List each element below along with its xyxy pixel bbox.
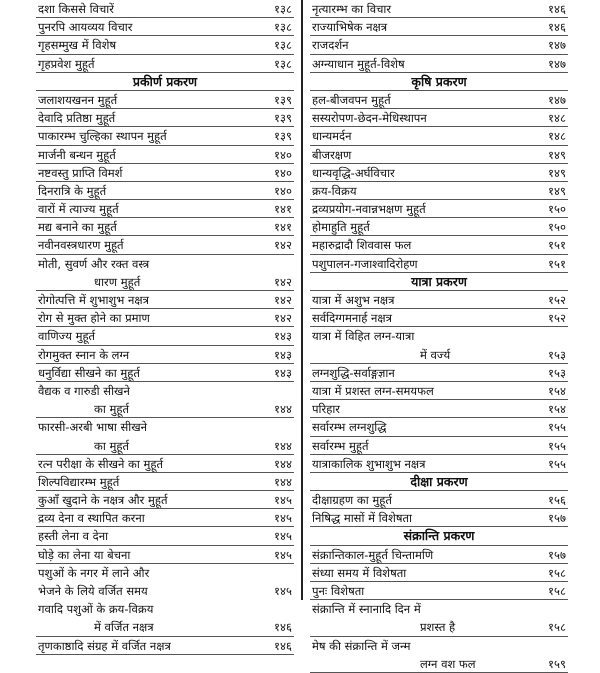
entry-title: राज्याभिषेक नक्षत्र [312, 20, 388, 35]
toc-entry [36, 382, 294, 400]
entry-title: मेष की संक्रान्ति में जन्म [312, 638, 411, 653]
entry-title: होमाहुति मुहूर्त [312, 220, 370, 235]
toc-entry [36, 236, 294, 254]
toc-entry [36, 164, 294, 182]
entry-title: यात्राकालिक शुभाशुभ नक्षत्र [312, 456, 426, 471]
page-number: १५६ [548, 493, 566, 508]
entry-title: परिहार [312, 402, 341, 417]
toc-entry [36, 309, 294, 327]
entry-title: अग्न्याधान मुहूर्त-विशेष [312, 56, 405, 71]
section-heading: यात्रा प्रकरण [310, 273, 568, 291]
toc-entry [36, 473, 294, 491]
page-number: १५० [548, 202, 566, 217]
entry-title: लग्न वश फल [420, 656, 476, 671]
page-number: १४८ [548, 129, 566, 144]
toc-entry [36, 527, 294, 545]
entry-title: रोगमुक्त स्नान के लग्न [38, 347, 130, 362]
toc-right-column [310, 0, 568, 673]
page-number: १३९ [274, 92, 292, 107]
page-number: १५५ [548, 420, 566, 435]
entry-title: मद्य बनाने का मुहूर्त [38, 220, 117, 235]
page-number: १४३ [274, 365, 292, 380]
toc-entry [310, 127, 568, 145]
toc-entry [36, 400, 294, 418]
entry-title: संक्रान्तिकाल-मुहूर्त चिन्तामणि [312, 547, 434, 562]
table-of-contents [36, 0, 568, 671]
toc-entry [36, 637, 294, 655]
entry-title: कुआँ खुदाने के नक्षत्र और मुहूर्त [38, 493, 168, 508]
toc-entry [36, 273, 294, 291]
page-number: १४१ [274, 220, 292, 235]
section-heading: संक्रान्ति प्रकरण [310, 527, 568, 545]
entry-title: गवादि पशुओं के क्रय-विक्रय [38, 602, 154, 617]
page-number: १४६ [274, 638, 292, 653]
toc-entry [310, 146, 568, 164]
entry-title: संध्या समय में विशेषता [312, 565, 407, 580]
page-number: १५८ [548, 565, 566, 580]
toc-entry [310, 291, 568, 309]
entry-title: देवादि प्रतिष्ठा मुहूर्त [38, 111, 116, 126]
page-number: १४५ [274, 547, 292, 562]
toc-entry [310, 218, 568, 236]
entry-title: सस्यरोपण-छेदन-मेधिस्थापन [312, 111, 427, 126]
page-number: १५४ [548, 402, 566, 417]
page-number: १४६ [548, 20, 566, 35]
toc-entry [310, 0, 568, 18]
toc-entry [36, 218, 294, 236]
entry-title: भेजने के लिये वर्जित समय [38, 584, 148, 598]
toc-entry [36, 109, 294, 127]
page-number: १५७ [548, 511, 566, 526]
entry-title: द्रव्य देना व स्थापित करना [38, 511, 145, 526]
toc-entry [36, 564, 294, 582]
toc-entry [310, 309, 568, 327]
entry-title: दिनरात्रि के मुहूर्त [38, 183, 107, 198]
page-number: १५८ [548, 584, 566, 598]
page-number: १४४ [274, 402, 292, 417]
toc-entry [36, 418, 294, 436]
toc-entry [310, 109, 568, 127]
toc-entry [36, 127, 294, 145]
toc-entry [36, 364, 294, 382]
page-number: १५७ [548, 547, 566, 562]
toc-entry [36, 509, 294, 527]
entry-title: सर्वदिग्गमनार्ह नक्षत्र [312, 311, 392, 326]
entry-title: धारण मुहूर्त [94, 274, 141, 289]
entry-title: मार्जनी बन्धन मुहूर्त [38, 147, 116, 162]
page-number: १४५ [274, 584, 292, 598]
toc-entry [36, 255, 294, 273]
page-number: १५१ [548, 256, 566, 271]
entry-title: यात्रा में विहित लग्न-यात्रा [312, 329, 415, 344]
entry-title: संक्रान्ति में स्नानादि दिन में [312, 602, 421, 617]
toc-entry [310, 546, 568, 564]
page-number: १४३ [274, 347, 292, 362]
toc-entry [36, 18, 294, 36]
entry-title: नष्टवस्तु प्राप्ति विमर्श [38, 165, 123, 180]
page-number: १४३ [274, 329, 292, 344]
entry-title: पाकारम्भ चुल्हिका स्थापन मुहूर्त [38, 129, 167, 144]
entry-title: सर्वारम्भ मुहूर्त [312, 438, 369, 453]
toc-entry [310, 655, 568, 673]
entry-title: बीजरक्षण [312, 147, 352, 162]
toc-entry [310, 164, 568, 182]
toc-entry [310, 455, 568, 473]
page-number: १४९ [548, 183, 566, 198]
toc-entry [36, 600, 294, 618]
page-number: १५० [548, 220, 566, 235]
toc-entry [36, 618, 294, 636]
entry-title: यात्रा में प्रशस्त लग्न-समयफल [312, 383, 434, 398]
page-number: १५९ [548, 656, 566, 671]
toc-entry [310, 327, 568, 345]
entry-title: दशा किससे विचारें [38, 2, 114, 16]
toc-entry [310, 236, 568, 254]
toc-entry [310, 364, 568, 382]
entry-title: पशुपालन-गजाश्वादिरोहण [312, 256, 418, 271]
toc-entry [36, 291, 294, 309]
toc-entry [36, 91, 294, 109]
entry-title: दीक्षाग्रहण का मुहूर्त [312, 493, 392, 508]
page-number: १४२ [274, 293, 292, 307]
page-number: १४५ [274, 511, 292, 526]
toc-entry [310, 509, 568, 527]
entry-title: वारों में त्याज्य मुहूर्त [38, 202, 119, 217]
entry-title: में वर्जित नक्षत्र [94, 620, 154, 635]
toc-left-column [36, 0, 294, 655]
page-number: १४७ [548, 38, 566, 53]
toc-entry [36, 182, 294, 200]
page-number: १४७ [548, 56, 566, 71]
page-number: १४० [274, 183, 292, 198]
toc-entry [36, 582, 294, 600]
toc-entry [310, 618, 568, 636]
entry-title: यात्रा में अशुभ नक्षत्र [312, 293, 395, 307]
page-number: १४४ [274, 456, 292, 471]
toc-entry [36, 0, 294, 18]
page-number: १५३ [548, 347, 566, 362]
page-number: १४४ [274, 438, 292, 453]
page-number: १४६ [548, 2, 566, 16]
toc-entry [310, 382, 568, 400]
entry-title: धान्यवृद्धि-अर्घविचार [312, 165, 395, 180]
entry-title: महारुद्रादौ शिववास फल [312, 238, 412, 253]
entry-title: द्रव्यप्रयोग-नवान्नभक्षण मुहूर्त [312, 202, 426, 217]
entry-title: हस्ती लेना व देना [38, 529, 109, 544]
page-number: १४२ [274, 311, 292, 326]
entry-title: का मुहूर्त [94, 438, 130, 453]
page-number: १४८ [548, 111, 566, 126]
toc-entry [310, 255, 568, 273]
entry-title: राजदर्शन [312, 38, 349, 53]
page-number: १५४ [548, 383, 566, 398]
page-number: १५१ [548, 238, 566, 253]
page-number: १४४ [274, 474, 292, 489]
entry-title: का मुहूर्त [94, 402, 130, 417]
toc-entry [310, 437, 568, 455]
toc-entry [310, 36, 568, 54]
entry-title: हल-बीजवपन मुहूर्त [312, 92, 391, 107]
page-number: १३८ [274, 56, 292, 71]
page-number: १४० [274, 165, 292, 180]
entry-title: वाणिज्य मुहूर्त [38, 329, 96, 344]
page-number: १५५ [548, 456, 566, 471]
page-number: १३९ [274, 129, 292, 144]
entry-title: मोती, सुवर्ण और रक्त वस्त्र [38, 256, 150, 271]
entry-title: शिल्पविद्यारम्भ मुहूर्त [38, 474, 120, 489]
entry-title: पुनः विशेषता [312, 584, 365, 598]
entry-title: धान्यमर्दन [312, 129, 352, 144]
toc-entry [36, 327, 294, 345]
page-number: १४७ [548, 92, 566, 107]
entry-title: सर्वारम्भ लग्नशुद्धि [312, 420, 387, 435]
toc-entry [36, 146, 294, 164]
entry-title: रोग से मुक्त होने का प्रमाण [38, 311, 150, 326]
entry-title: नवीनवस्त्रधारण मुहूर्त [38, 238, 124, 253]
toc-entry [310, 200, 568, 218]
entry-title: प्रशस्त है [420, 620, 456, 635]
entry-title: रोगोत्पत्ति में शुभाशुभ नक्षत्र [38, 293, 149, 307]
page-number: १४२ [274, 238, 292, 253]
toc-entry [36, 55, 294, 73]
toc-entry [310, 600, 568, 618]
page-number: १३८ [274, 2, 292, 16]
page-number: १४२ [274, 274, 292, 289]
entry-title: धनुर्विद्या सीखने का मुहूर्त [38, 365, 140, 380]
page-number: १३८ [274, 38, 292, 53]
toc-entry [36, 437, 294, 455]
page-number: १५३ [548, 365, 566, 380]
entry-title: फारसी-अरबी भाषा सीखने [38, 420, 148, 435]
page-number: १५५ [548, 438, 566, 453]
page-number: १३९ [274, 111, 292, 126]
toc-entry [36, 36, 294, 54]
entry-title: क्रय-विक्रय [312, 183, 357, 198]
entry-title: रत्न परीक्षा के सीखने का मुहूर्त [38, 456, 164, 471]
page-number: १४५ [274, 493, 292, 508]
page-number: १४६ [274, 620, 292, 635]
entry-title: घोड़े का लेना या बेचना [38, 547, 131, 562]
toc-entry [36, 455, 294, 473]
toc-entry [310, 637, 568, 655]
toc-entry [310, 346, 568, 364]
section-heading: दीक्षा प्रकरण [310, 473, 568, 491]
toc-entry [310, 400, 568, 418]
page-number: १४९ [548, 165, 566, 180]
entry-title: वैद्यक व गारुडी सीखने [38, 383, 130, 398]
page-number: १३८ [274, 20, 292, 35]
entry-title: निषिद्ध मासों में विशेषता [312, 511, 412, 526]
page-number: १४० [274, 147, 292, 162]
entry-title: जलाशयखनन मुहूर्त [38, 92, 118, 107]
entry-title: नृत्यारम्भ का विचार [312, 2, 392, 16]
toc-entry [36, 546, 294, 564]
section-heading: कृषि प्रकरण [310, 73, 568, 91]
toc-entry [36, 346, 294, 364]
page-number: १४५ [274, 529, 292, 544]
entry-title: में वर्ज्य [420, 347, 451, 362]
page-number: १५२ [548, 311, 566, 326]
entry-title: पशुओं के नगर में लाने और [38, 565, 150, 580]
page-number: १४१ [274, 202, 292, 217]
page-number: १४९ [548, 147, 566, 162]
toc-entry [36, 200, 294, 218]
toc-entry [310, 182, 568, 200]
toc-entry [310, 91, 568, 109]
page-number: १५८ [548, 620, 566, 635]
toc-entry [310, 582, 568, 600]
toc-entry [310, 418, 568, 436]
toc-entry [36, 491, 294, 509]
entry-title: पुनरपि आयव्यय विचार [38, 20, 133, 35]
entry-title: गृहप्रवेश मुहूर्त [38, 56, 95, 71]
column-divider [301, 0, 303, 600]
entry-title: लग्नशुद्धि-सर्वाङ्गज्ञान [312, 365, 395, 380]
toc-entry [310, 55, 568, 73]
section-heading: प्रकीर्ण प्रकरण [36, 73, 294, 91]
page-number: १५२ [548, 293, 566, 307]
entry-title: तृणकाष्ठादि संग्रह में वर्जित नक्षत्र [38, 638, 171, 653]
toc-entry [310, 491, 568, 509]
toc-entry [310, 564, 568, 582]
entry-title: गृहसम्मुख में विशेष [38, 38, 117, 53]
toc-entry [310, 18, 568, 36]
